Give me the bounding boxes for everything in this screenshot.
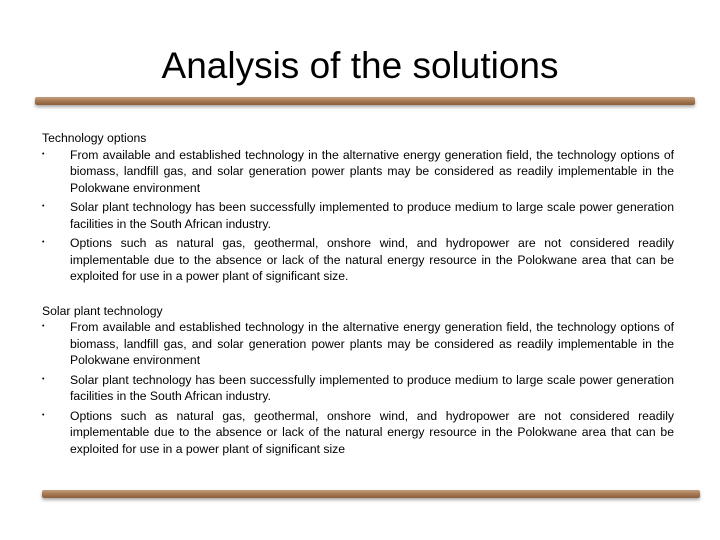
title-divider-bar xyxy=(35,97,695,105)
bullet-list xyxy=(42,319,674,457)
section-heading: Technology options xyxy=(42,131,147,145)
bullet-icon: • xyxy=(42,239,45,246)
slide-title: Analysis of the solutions xyxy=(161,45,559,86)
list-item-text: From available and established technology in the alternative energy generation field, the technology options of biomass, landfill gas, and solar generation power plants may be considered as readily implementable in the Polokwane environment xyxy=(70,147,674,195)
section-heading: Solar plant technology xyxy=(42,303,163,318)
list-item xyxy=(42,372,674,405)
bullet-icon: • xyxy=(42,323,45,330)
list-item xyxy=(42,235,674,285)
bullet-list xyxy=(42,147,674,285)
bullet-icon: • xyxy=(42,411,45,419)
list-item xyxy=(42,147,674,197)
bullet-icon: • xyxy=(42,203,45,210)
list-item xyxy=(42,408,674,458)
list-item-text: Solar plant technology has been successfully implemented to produce medium to large scale power generation facilities in the South African industry. xyxy=(70,372,674,403)
list-item-text: From available and established technology in the alternative energy generation field, the technology options of biomass, landfill gas, and solar generation power plants may be considered as readily implementable in the Polokwane environment xyxy=(70,320,674,367)
slide-content xyxy=(42,130,674,460)
list-item xyxy=(42,319,674,369)
list-item xyxy=(42,199,674,232)
list-item-text: Solar plant technology has been successfully implemented to produce medium to large scale power generation facilities in the South African industry. xyxy=(70,200,674,231)
section-solar-plant-technology xyxy=(42,303,674,458)
footer-divider-bar xyxy=(42,490,700,498)
bullet-icon: • xyxy=(42,150,45,158)
list-item-text: Options such as natural gas, geothermal, onshore wind, and hydropower are not considered readily implementable due to the absence or lack of the natural energy resource in the Polokwane area that can be exploited for use in a power plant of significant size xyxy=(70,408,674,456)
section-technology-options xyxy=(42,130,674,285)
list-item-text: Options such as natural gas, geothermal, onshore wind, and hydropower are not considered readily implementable due to the absence or lack of the natural energy resource in the Polokwane area that can be exploited for use in a power plant of significant size. xyxy=(70,236,674,283)
bullet-icon: • xyxy=(42,375,45,383)
